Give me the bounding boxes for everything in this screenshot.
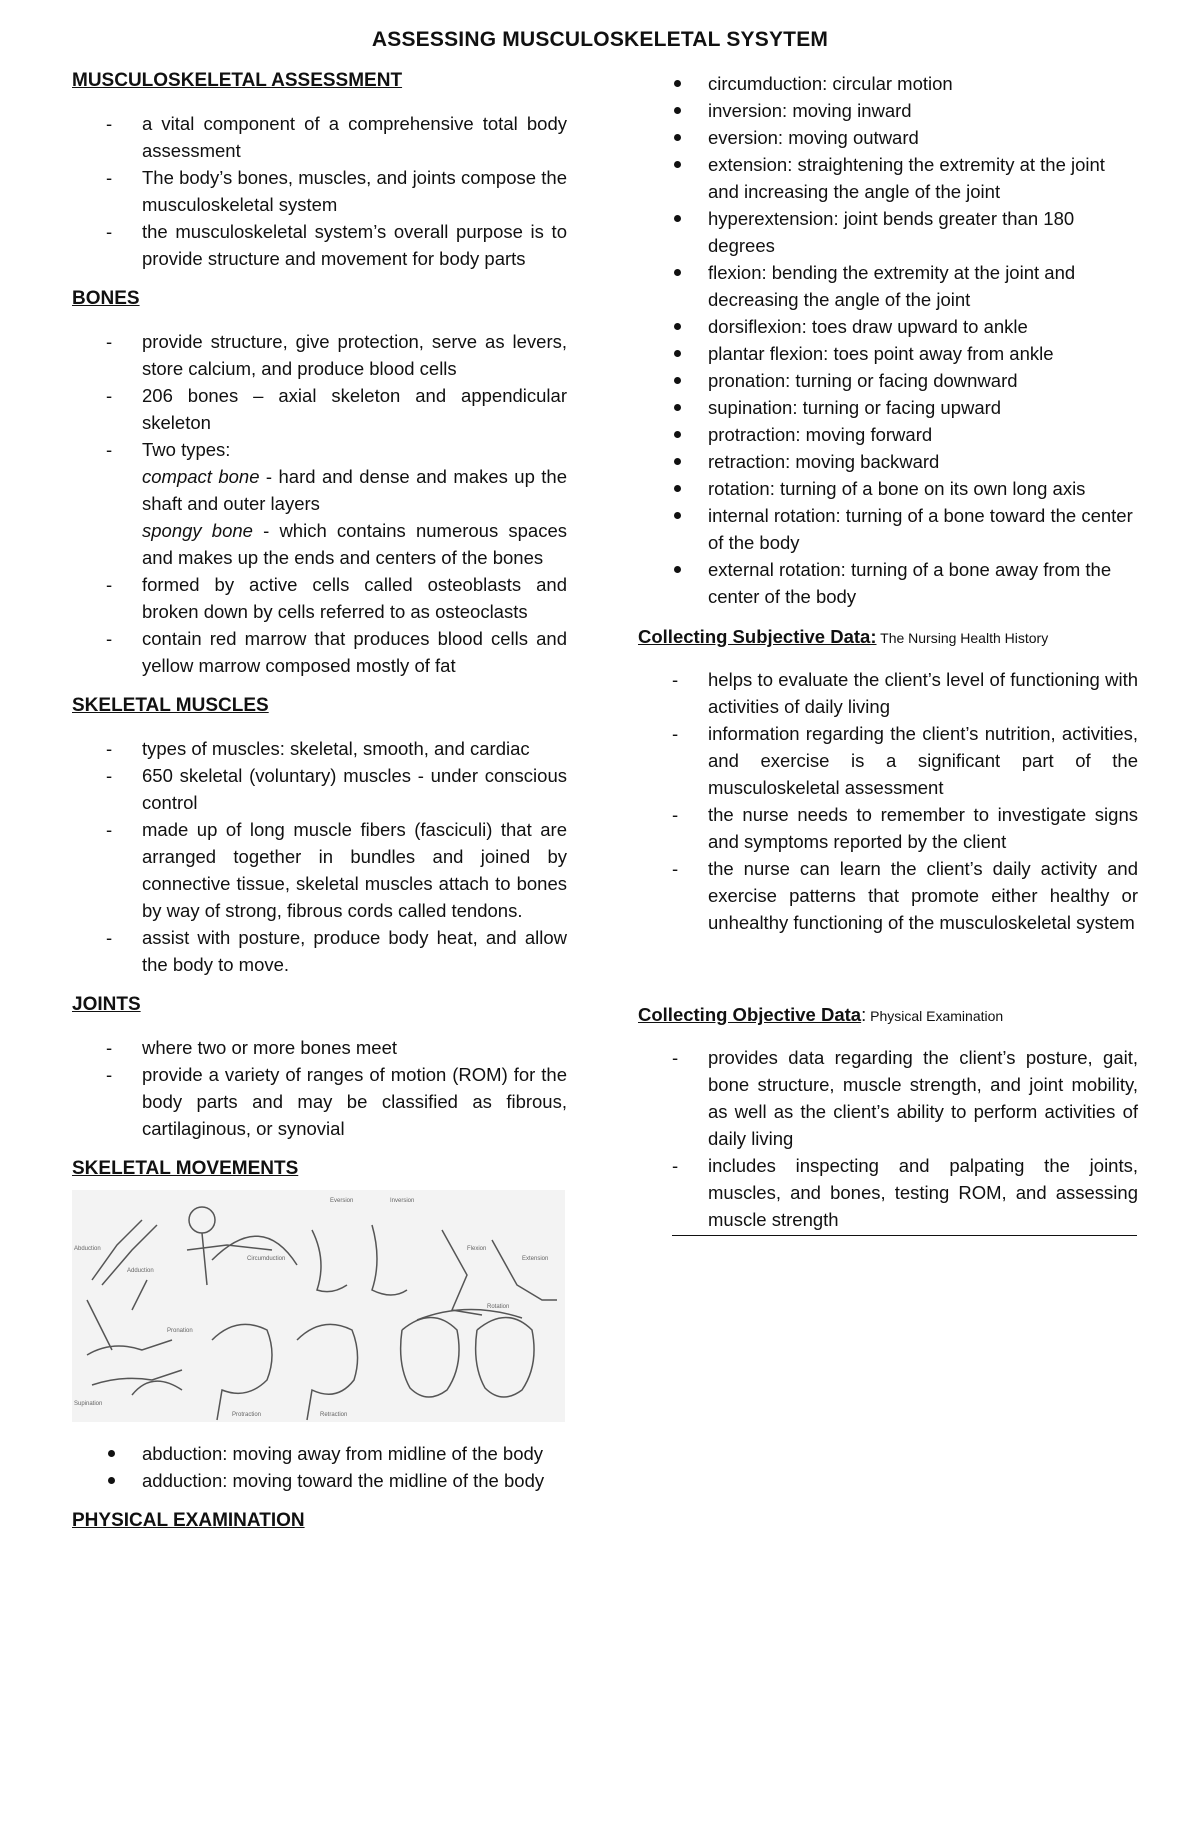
section-divider: [672, 1235, 1137, 1236]
figure-label: Inversion: [390, 1198, 415, 1204]
list-item: - a vital component of a comprehensive total body assessment: [106, 113, 567, 161]
figure-label: Retraction: [320, 1412, 348, 1418]
skeletal-movements-list: [72, 1440, 567, 1494]
objective-data-heading: Collecting Objective Data: Physical Examination: [638, 1004, 1004, 1025]
list-item: - where two or more bones meet: [106, 1037, 398, 1058]
figure-label: Protraction: [232, 1412, 262, 1418]
joints-heading: JOINTS: [72, 994, 141, 1015]
list-item: - includes inspecting and palpating the joints, muscles, and bones, testing ROM, and assessing muscle strength: [672, 1155, 1138, 1230]
compact-bone-term: compact bone: [142, 466, 260, 487]
list-item: - helps to evaluate the client’s level of functioning with activities of daily living: [672, 669, 1138, 717]
list-item: flexion: bending the extremity at the joint and decreasing the angle of the joint: [638, 259, 1138, 313]
movement-definitions-list: [638, 70, 1138, 610]
figure-label: Rotation: [487, 1304, 510, 1310]
figure-label: Abduction: [74, 1246, 101, 1252]
list-item: - provide a variety of ranges of motion (ROM) for the body parts and may be classified as fibrous, cartilaginous, or synovial: [106, 1064, 567, 1139]
list-item: - information regarding the client’s nutrition, activities, and exercise is a significant part of the musculoskeletal assessment: [672, 723, 1138, 798]
list-item: - assist with posture, produce body heat, and allow the body to move.: [106, 927, 567, 975]
list-item: plantar flexion: toes point away from ankle: [638, 340, 1138, 367]
list-item: - types of muscles: skeletal, smooth, and cardiac: [106, 738, 530, 759]
list-item: rotation: turning of a bone on its own long axis: [638, 475, 1138, 502]
list-item: hyperextension: joint bends greater than 180 degrees: [638, 205, 1138, 259]
list-item: - formed by active cells called osteoblasts and broken down by cells referred to as osteoclasts: [106, 574, 567, 622]
list-item: - the musculoskeletal system’s overall purpose is to provide structure and movement for body parts: [106, 221, 567, 269]
figure-label: Flexion: [467, 1246, 487, 1252]
list-item: - 650 skeletal (voluntary) muscles - under conscious control: [106, 765, 567, 813]
figure-label: Adduction: [127, 1268, 154, 1274]
spongy-bone-term: spongy bone: [142, 520, 253, 541]
musculoskeletal-assessment-heading: MUSCULOSKELETAL ASSESSMENT: [72, 70, 403, 91]
list-item: - 206 bones – axial skeleton and appendicular skeleton: [106, 385, 567, 433]
list-item: - the nurse needs to remember to investigate signs and symptoms reported by the client: [672, 804, 1138, 852]
movements-illustration: [72, 1190, 565, 1422]
list-item: abduction: moving away from midline of the body: [72, 1440, 567, 1467]
figure-label: Eversion: [330, 1198, 354, 1204]
skeletal-muscles-list: [72, 735, 567, 978]
right-column: [638, 70, 1138, 1236]
list-item: - provide structure, give protection, serve as levers, store calcium, and produce blood cells: [106, 331, 567, 379]
list-item: - made up of long muscle fibers (fasciculi) that are arranged together in bundles and joined by connective tissue, skeletal muscles attach to bones by way of strong, fibrous cords called tendons.: [106, 819, 567, 921]
list-item: inversion: moving inward: [638, 97, 1138, 124]
list-item: - provides data regarding the client’s posture, gait, bone structure, muscle strength, and joint mobility, as well as the client’s ability to perform activities of daily living: [672, 1047, 1138, 1149]
list-item: retraction: moving backward: [638, 448, 1138, 475]
list-item: - Two types: compact bone - hard and dense and makes up the shaft and outer layers spongy bone - which contains numerous spaces and makes up the ends and centers of the bones: [106, 439, 567, 568]
list-item: - contain red marrow that produces blood cells and yellow marrow composed mostly of fat: [106, 628, 567, 676]
list-item: - the nurse can learn the client’s daily activity and exercise patterns that promote either healthy or unhealthy functioning of the musculoskeletal system: [672, 858, 1138, 933]
skeletal-muscles-heading: SKELETAL MUSCLES: [72, 695, 269, 716]
list-item: eversion: moving outward: [638, 124, 1138, 151]
subjective-data-list: [638, 666, 1138, 936]
bones-list: [72, 328, 567, 679]
left-column: [72, 70, 567, 1532]
list-item: - The body’s bones, muscles, and joints compose the musculoskeletal system: [106, 167, 567, 215]
assessment-list: [72, 110, 567, 272]
figure-label: Pronation: [167, 1328, 193, 1334]
list-item: pronation: turning or facing downward: [638, 367, 1138, 394]
list-item: internal rotation: turning of a bone toward the center of the body: [638, 502, 1138, 556]
list-item: dorsiflexion: toes draw upward to ankle: [638, 313, 1138, 340]
joints-list: [72, 1034, 567, 1142]
list-item: adduction: moving toward the midline of the body: [72, 1467, 567, 1494]
bones-heading: BONES: [72, 288, 140, 309]
figure-label: Supination: [74, 1401, 103, 1407]
skeletal-movements-figure: [72, 1190, 565, 1422]
list-item: supination: turning or facing upward: [638, 394, 1138, 421]
list-item: external rotation: turning of a bone away from the center of the body: [638, 556, 1138, 610]
subjective-data-heading: Collecting Subjective Data: The Nursing Health History: [638, 626, 1049, 647]
physical-examination-heading: PHYSICAL EXAMINATION: [72, 1510, 305, 1531]
figure-label: Circumduction: [247, 1256, 286, 1262]
list-item: circumduction: circular motion: [638, 70, 1138, 97]
skeletal-movements-heading: SKELETAL MOVEMENTS: [72, 1158, 299, 1179]
list-item: protraction: moving forward: [638, 421, 1138, 448]
list-item: extension: straightening the extremity at the joint and increasing the angle of the joint: [638, 151, 1138, 205]
objective-data-list: [638, 1044, 1138, 1233]
figure-label: Extension: [522, 1256, 549, 1262]
document-title: ASSESSING MUSCULOSKELETAL SYSYTEM: [371, 28, 829, 51]
